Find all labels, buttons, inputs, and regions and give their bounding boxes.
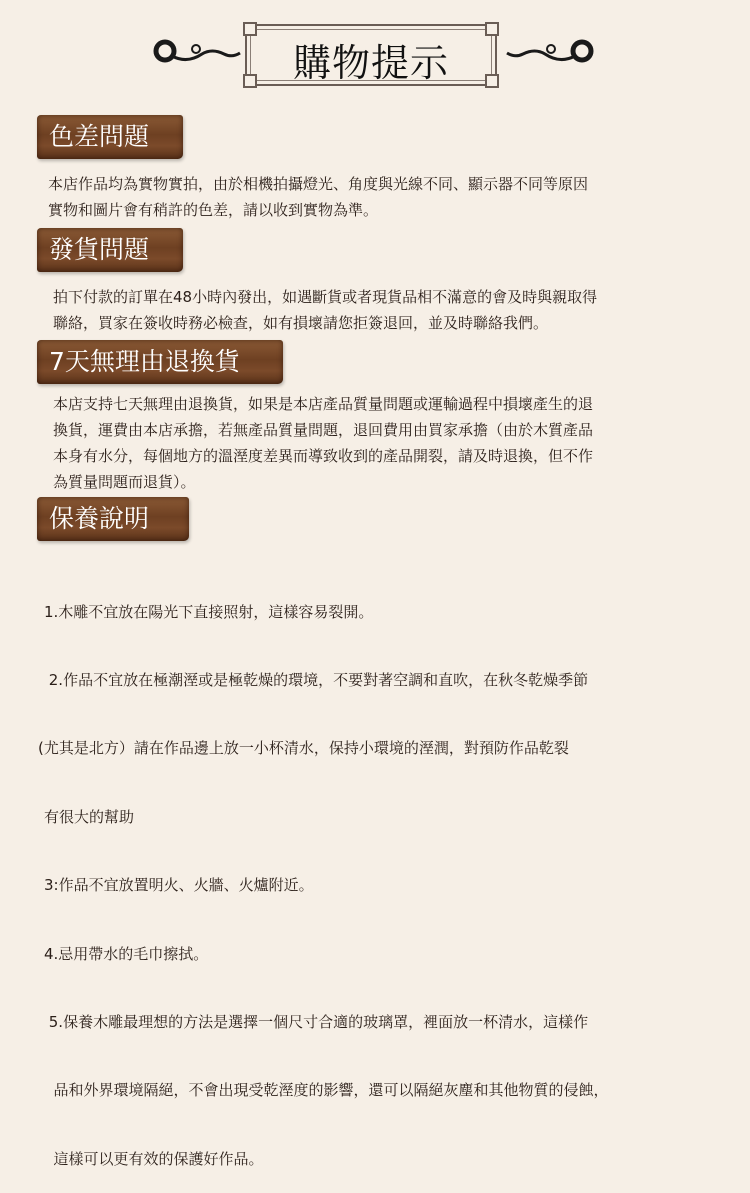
text-line: 品和外界環境隔絕，不會出現受乾溼度的影響，還可以隔絕灰塵和其他物質的侵蝕， bbox=[44, 1081, 609, 1100]
text-line: 4.忌用帶水的毛巾擦拭。 bbox=[44, 944, 209, 963]
section-heading-maintenance: 保養說明 bbox=[37, 497, 189, 541]
page-header bbox=[0, 22, 750, 92]
section-heading-shipping: 發貨問題 bbox=[37, 228, 183, 272]
cloud-ornament-right-icon bbox=[505, 36, 595, 66]
title-frame bbox=[245, 24, 497, 86]
text-line: 為質量問題而退貨）。 bbox=[53, 473, 196, 491]
text-line: 本店支持七天無理由退換貨，如果是本店產品質量問題或運輸過程中損壞產生的退 bbox=[53, 395, 594, 413]
text-line: 有很大的幫助 bbox=[44, 807, 135, 826]
section-heading-color-difference: 色差問題 bbox=[37, 115, 183, 159]
text-line: 換貨，運費由本店承擔，若無產品質量問題，退回費用由買家承擔（由於木質產品 bbox=[53, 421, 594, 439]
text-line: 本身有水分，每個地方的溫溼度差異而導致收到的產品開裂，請及時退換，但不作 bbox=[53, 447, 594, 465]
section-body-maintenance bbox=[38, 555, 609, 1193]
text-line: 實物和圖片會有稍許的色差，請以收到實物為準。 bbox=[48, 201, 379, 219]
text-line: 拍下付款的訂單在48小時內發出，如遇斷貨或者現貨品相不滿意的會及時與親取得 bbox=[53, 288, 598, 306]
section-body-color-difference bbox=[48, 171, 588, 223]
cloud-ornament-left-icon bbox=[152, 36, 242, 66]
section-body-shipping bbox=[53, 284, 597, 336]
text-line: (尤其是北方）請在作品邊上放一小杯清水，保持小環境的溼潤，對預防作品乾裂 bbox=[38, 739, 569, 758]
text-line: 2.作品不宜放在極潮溼或是極乾燥的環境，不要對著空調和直吹，在秋冬乾燥季節 bbox=[44, 670, 589, 689]
page-title: 購物提示 bbox=[292, 41, 449, 85]
text-line: 這樣可以更有效的保護好作品。 bbox=[44, 1149, 264, 1168]
section-heading-returns: 7天無理由退換貨 bbox=[37, 340, 283, 384]
text-line: 3:作品不宜放置明火、火牆、火爐附近。 bbox=[44, 876, 314, 895]
section-body-returns bbox=[53, 391, 593, 495]
text-line: 5.保養木雕最理想的方法是選擇一個尺寸合適的玻璃罩，裡面放一杯清水，這樣作 bbox=[44, 1012, 589, 1031]
text-line: 聯絡，買家在簽收時務必檢查，如有損壞請您拒簽退回，並及時聯絡我們。 bbox=[53, 314, 549, 332]
text-line: 本店作品均為實物實拍，由於相機拍攝燈光、角度與光線不同、顯示器不同等原因 bbox=[48, 175, 589, 193]
text-line: 1.木雕不宜放在陽光下直接照射，這樣容易裂開。 bbox=[44, 602, 374, 621]
